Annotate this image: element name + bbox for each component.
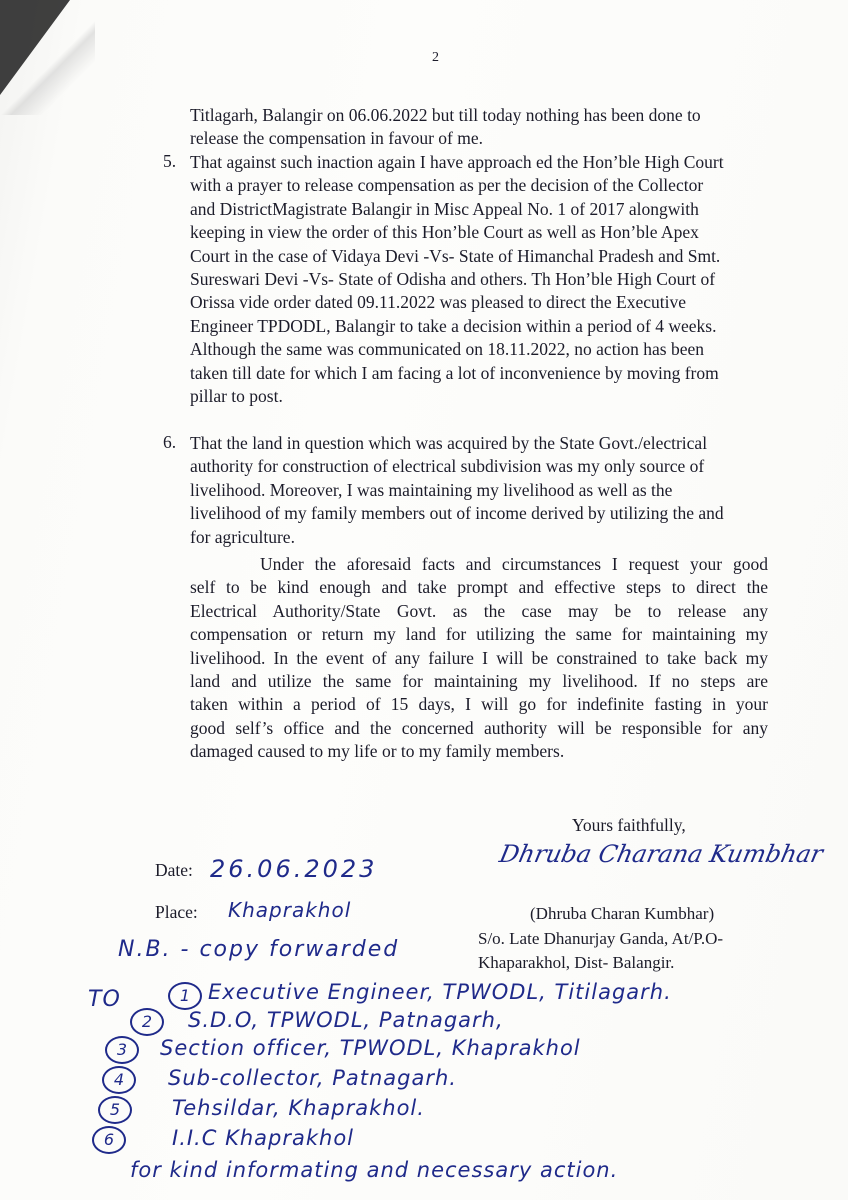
copy-forwarded-note: N.B. - copy forwarded [118,937,400,962]
text-line: release the compensation in favour of me. [190,128,484,149]
recipient-number-circle: 3 [105,1036,139,1064]
text-line: compensation or return my land for utilizing the same for maintaining my [190,624,768,645]
text-line: and DistrictMagistrate Balangir in Misc Appeal No. 1 of 2017 alongwith [190,198,699,219]
place-label: Place: [155,902,198,922]
date-value-handwritten: 26.06.2023 [210,855,378,883]
text-line: livelihood. In the event of any failure I will be constrained to take back my [190,647,768,668]
text-line: keeping in view the order of this Hon’ble Court as well as Hon’ble Apex [190,222,699,243]
text-line: damaged caused to my life or to my family members. [190,741,565,762]
text-line: taken till date for which I am facing a lot of inconvenience by moving from [190,362,719,383]
text-line: Orissa vide order dated 09.11.2022 was pleased to direct the Executive [190,292,686,313]
address-line: S/o. Late Dhanurjay Ganda, At/P.O- [478,929,724,948]
signatory-name: (Dhruba Charan Kumbhar) [530,904,715,923]
recipient-number-circle: 4 [102,1066,136,1094]
text-line: Court in the case of Vidaya Devi -Vs- State of Himanchal Pradesh and Smt. [190,245,721,266]
text-line: Sureswari Devi -Vs- State of Odisha and others. Th Hon’ble High Court of [190,269,716,290]
note-footer: for kind informating and necessary action. [130,1158,619,1182]
paragraph-5-number: 5. [163,151,177,171]
text-line: pillar to post. [190,386,283,407]
signature: Dhruba Charana Kumbhar [497,840,826,868]
address-line: Khaparakhol, Dist- Balangir. [478,952,675,972]
recipient-number-circle: 5 [98,1096,132,1124]
recipient-number-circle: 2 [130,1008,164,1036]
continuation-paragraph [190,104,768,151]
paragraph-5 [190,151,768,408]
recipient-line: S.D.O, TPWODL, Patnagarh, [188,1008,504,1032]
text-line: That against such inaction again I have approach ed the Hon’ble High Court [190,152,724,172]
recipient-line: I.I.C Khaprakhol [172,1126,355,1150]
text-line: authority for construction of electrical subdivision was my only source of [190,456,705,477]
text-line: with a prayer to release compensation as per the decision of the Collector [190,175,704,196]
paragraph-6 [190,432,768,549]
recipient-line: Sub-collector, Patnagarh. [168,1066,457,1090]
text-line: good self’s office and the concerned authority will be responsible for any [190,717,768,738]
yours-faithfully: Yours faithfully, [572,815,686,835]
text-line: land and utilize the same for maintaining my livelihood. If no steps are [190,671,768,692]
text-line: for agriculture. [190,526,295,547]
text-line: That the land in question which was acquired by the State Govt./electrical [190,433,708,453]
place-value-handwritten: Khaprakhol [228,898,352,922]
text-line: livelihood. Moreover, I was maintaining my livelihood as well as the [190,479,673,500]
to-label: TO [88,987,121,1012]
text-line: Electrical Authority/State Govt. as the case may be to release any [190,600,768,621]
corner-shadow [0,0,95,115]
recipient-number-circle: 1 [168,982,202,1010]
recipient-line: Tehsildar, Khaprakhol. [172,1096,425,1120]
page-number: 2 [432,50,439,65]
text-line: Under the aforesaid facts and circumstances I request your good [260,554,768,574]
recipient-line: Executive Engineer, TPWODL, Titilagarh. [208,980,672,1004]
signatory-address [478,927,723,974]
text-line: livelihood of my family members out of income derived by utilizing the and [190,503,724,524]
recipient-number-circle: 6 [92,1126,126,1154]
text-line: taken within a period of 15 days, I will go for indefinite fasting in your [190,694,768,715]
text-line: Titlagarh, Balangir on 06.06.2022 but till today nothing has been done to [190,105,701,125]
paragraph-6-number: 6. [163,432,177,452]
date-label: Date: [155,860,193,880]
text-line: self to be kind enough and take prompt and effective steps to direct the [190,577,768,598]
recipient-line: Section officer, TPWODL, Khaprakhol [160,1036,581,1060]
text-line: Although the same was communicated on 18.11.2022, no action has been [190,339,705,360]
closing-paragraph [190,553,768,764]
text-line: Engineer TPDODL, Balangir to take a decision within a period of 4 weeks. [190,315,717,336]
